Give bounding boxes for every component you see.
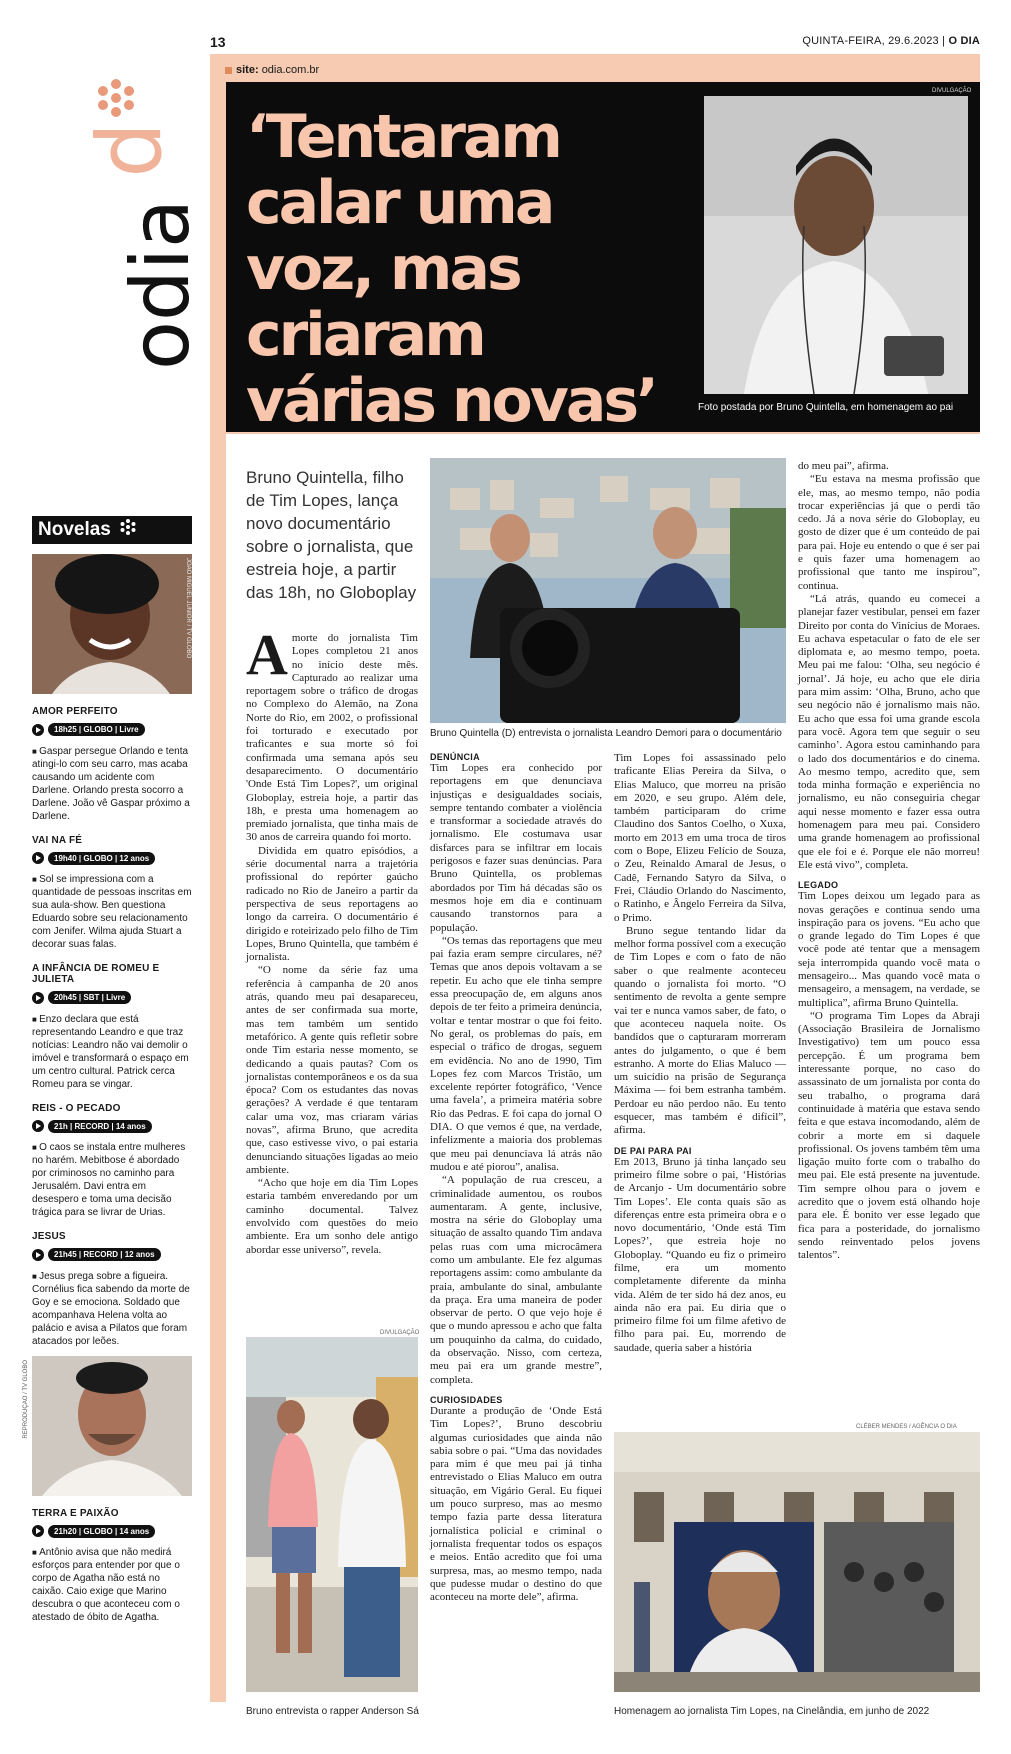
- novela-title: JESUS: [32, 1231, 66, 1242]
- novela-summary: ■ Antônio avisa que não medirá esforços para entender por que o corpo de Agatha não está no caixão. Caio exige que Marino descubra o que aconteceu com o atestado de óbito de Agatha.: [32, 1546, 192, 1624]
- article-paragraph: Em 2013, Bruno já tinha lançado seu primeiro filme sobre o pai, ‘Histórias de Arcanjo - Um documentário sobre Tim Lopes’. Ele conta quais são as diferenças entre esta primeira obra e o novo documentário, ‘Onde está Tim Lopes?’, que estreia hoje no Globoplay. “Quando eu fiz o primeiro filme, era um momento completamente diferente da minha vida. Além de ter sido há dez anos, eu ainda não era pai. Eu diria que o primeiro filme foi um filme afetivo de filho para pai. Eu, morrendo de saudade, queria saber a história: [614, 1155, 786, 1354]
- novela-title: VAI NA FÉ: [32, 834, 83, 846]
- novela-schedule: [32, 1120, 152, 1133]
- novela-schedule: [32, 1248, 161, 1261]
- date-text: QUINTA-FEIRA, 29.6.2023: [802, 35, 939, 47]
- page-number: 13: [210, 34, 226, 50]
- sidebar-title-text: Novelas: [38, 519, 111, 540]
- headline: ‘Tentaram calar uma voz, mas criaram várias novas’: [246, 102, 656, 436]
- novela-summary: ■ Enzo declara que está representando Leandro e que traz notícias: Leandro não vai demolir o imóvel e transformará o espaço em um centro cultural. Patrick cerca Romeu para se vingar.: [32, 1013, 192, 1091]
- hero-photo-credit: DIVULGAÇÃO: [932, 88, 972, 94]
- schedule-badge: 20h45 | SBT | Livre: [48, 991, 131, 1004]
- schedule-badge: 21h45 | RECORD | 12 anos: [48, 1248, 161, 1261]
- novela-schedule: [32, 852, 155, 865]
- novela-item: [32, 1103, 192, 1220]
- novela-summary: ■ Gaspar persegue Orlando e tenta atingi-lo com seu carro, mas acaba causando um acidente com Darlene. Orlando presta socorro a Darlene. João vê Gaspar próximo a Darlene.: [32, 745, 192, 823]
- play-icon: [32, 1120, 44, 1132]
- paper-name: O DIA: [948, 35, 980, 47]
- tribute-photo-credit: CLÉBER MENDES / AGÊNCIA O DIA: [856, 1424, 957, 1430]
- site-url[interactable]: odia.com.br: [261, 64, 320, 76]
- article-paragraph: “Eu estava na mesma profissão que ele, mas, ao mesmo tempo, não podia trocar experiências já que o perdi tão cedo. Já a nova série do Globoplay, eu gosto de dizer que é um conteúdo de pai para pai. Hoje eu entendo o que é ser pai e quis fazer uma homenagem ao profissional que tanto me inspirou”, continua.: [798, 473, 980, 592]
- rapper-caption: Bruno entrevista o rapper Anderson Sá: [246, 1706, 419, 1717]
- sidebar-title: [32, 516, 192, 544]
- hero: [226, 82, 980, 436]
- novela-title: A INFÂNCIA DE ROMEU E JULIETA: [32, 963, 160, 985]
- play-icon: [32, 992, 44, 1004]
- article-paragraph: “A população de rua cresceu, a criminalidade aumentou, os roubos aumentaram. A gente, inclusive, mostra na série do Globoplay uma situação de assalto quando Tim andava pelas ruas com uma microcâmera como um ambulante. Ele fez algumas reportagens assim: como ambulante da praia, ambulante do sinal, ambulante da praça. Era uma maneira de poder observar de perto. O que vejo hoje é que o mundo apressou e acho que falta um pouquinho da calma, do cuidado, da observação. Nisso, com certeza, meu pai era um grande mestre”, completa.: [430, 1174, 602, 1386]
- article-paragraph: Dividida em quatro episódios, a série documental narra a trajetória profissional do repórter gaúcho radicado no Rio de Janeiro a partir da perspectiva de seus reportagens ao longo da carreira. O documentário é dirigido e roteirizado pelo filho de Tim Lopes, Bruno Quintella, que também é jornalista.: [246, 844, 418, 964]
- hero-photo: [704, 96, 968, 394]
- article-paragraph: Amorte do jornalista Tim Lopes completou 21 anos no início deste mês. Capturado ao realizar uma reportagem sobre o tráfico de drogas no Complexo do Alemão, na Zona Norte do Rio, em 2002, o profissional foi torturado e executado por traficantes e sua morte só foi confirmada uma semana após seu desaparecimento. O documentário 'Onde Está Tim Lopes?', um original Globoplay, estreia hoje, a partir das 18h, e presta uma homenagem ao premiado jornalista, que tinha mais de 30 anos de carreira quando foi morto.: [246, 622, 418, 844]
- page-header: [210, 34, 980, 54]
- section-heading: DENÚNCIA: [430, 752, 480, 762]
- schedule-badge: 21h | RECORD | 14 anos: [48, 1120, 152, 1133]
- standfirst: Bruno Quintella, filho de Tim Lopes, lança novo documentário sobre o jornalista, que estreia hoje, a partir das 18h, no Globoplay: [246, 468, 417, 602]
- novela-item: [32, 706, 192, 823]
- brand-suffix: d: [78, 122, 181, 178]
- article-paragraph: “Lá atrás, quando eu comecei a planejar fazer vestibular, pensei em fazer Direito por conta do Vinícius de Moraes. Eu achava espetacular o fato de ele ser diplomata e, ao mesmo tempo, poeta. Meu pai me falou: ‘Olha, seu negócio é jornal’. Já hoje, eu acho que ele diria para mim assim: ‘Olha, Bruno, acho que seu negócio não é jornalismo mais não. Eu acho que essa foi uma grande escola para você. Agora tem que seguir o seu caminho’. Agora estou caminhando para o lado dos documentários e do cinema. Ao mesmo tempo, acredito que, sem toda minha formação e experiência no jornalismo, eu não conseguiria chegar aqui nesse momento e fazer essa outra homenagem para meu pai. Considero uma grande homenagem ao profissional que ele foi e é. Porque ele não morreu! Ele está vivo”, completa.: [798, 592, 980, 871]
- site-label: site:: [236, 64, 259, 76]
- novela-schedule: [32, 723, 145, 736]
- novelas-sidebar: [23, 516, 192, 1624]
- article-paragraph: “Acho que hoje em dia Tim Lopes estaria também enveredando por um caminho documental. Talvez envolvido com questões do meio ambiente. Era um sonho dele antigo abordar esse universo”, revela.: [246, 1177, 418, 1256]
- play-icon: [32, 852, 44, 864]
- article-paragraph: “Os temas das reportagens que meu pai fazia eram sempre circulares, né? Temas que anos depois voltavam a se repetir. Eu acho que ele tinha sempre essa preocupação de, em alguns anos depois de ter feito a primeira denúncia, voltar e tentar mostrar o que foi feito. No geral, os problemas do país, em especial o tráfico de drogas, seguem em evidência. No ano de 1990, Tim Lopes fez com Marcos Tristão, um excelente repórter fotográfico, ‘Vence uma favela’, a primeira matéria sobre Rio das Pedras. E foi capa do jornal O DIA. O que vemos é que, na verdade, infelizmente a maioria dos problemas que meu pai denunciava lá atrás não mudou e até piorou”, analisa.: [430, 934, 602, 1173]
- interview-caption: Bruno Quintella (D) entrevista o jornalista Leandro Demori para o documentário: [430, 728, 782, 739]
- interview-photo: [430, 458, 786, 723]
- article-paragraph: “O nome da série faz uma referência à campanha de 20 anos atrás, quando meu pai desapareceu, antes de ser confirmada sua morte, mas tem também um sentido metafórico. A gente quis refletir sobre onde Tim estaria nesse momento, se dedicando a quais pautas? Com os jornalistas contemporâneos e os da sua época? Com os estudantes das novas gerações? A verdade é que tentaram calar uma voz, mas criaram várias novas”, afirma Bruno, que acredita que, caso estivesse vivo, o pai estaria denunciando situações ligadas ao meio ambiente.: [246, 964, 418, 1176]
- schedule-badge: 19h40 | GLOBO | 12 anos: [48, 852, 155, 865]
- novela-title: AMOR PERFEITO: [32, 706, 118, 717]
- novela-item: [32, 963, 192, 1091]
- bullet-icon: [225, 67, 232, 74]
- novela-schedule: [32, 991, 131, 1004]
- novela-title: REIS - O PECADO: [32, 1102, 121, 1114]
- article-paragraph: Tim Lopes foi assassinado pelo traficante Elias Pereira da Silva, o Elias Maluco, que morreu na prisão em 2020, e seu grupo. Além dele, também participaram do crime Claudino dos Santos Coelho, o Xuxa, morto em 2013 em uma troca de tiros com o Bope, Elizeu Felício de Souza, o Zeu, Reinaldo Amaral de Jesus, o Cadê, Fernando Satyro da Silva, o Frei, Cláudio Orlando do Nascimento, o Ratinho, e Ângelo Ferreira da Silva, o Primo.: [614, 752, 786, 924]
- novela-summary: ■ Jesus prega sobre a figueira. Cornélius fica sabendo da morte de Goy e se emociona. Soldado que acompanhava Helena volta ao palácio e avisa a Pilatos que foram atacados por leões.: [32, 1270, 192, 1348]
- novela-item: [32, 835, 192, 952]
- tribute-caption: Homenagem ao jornalista Tim Lopes, na Cinelândia, em junho de 2022: [614, 1706, 930, 1717]
- drop-cap: A: [246, 622, 288, 687]
- schedule-badge: 18h25 | GLOBO | Livre: [48, 723, 145, 736]
- article-paragraph: Durante a produção de ‘Onde Está Tim Lopes?’, Bruno descobriu algumas curiosidades que ainda não sabia sobre o pai. “Uma das novidades para mim é que meu pai já tinha entrevistado o Elias Maluco em outra situação, em Vigário Geral. Eu fiquei um pouco surpreso, mas ao mesmo tempo fazia parte dessa literatura jornalística policial e criminal o jornalista frequentar todos os espaços e meios. Então acredito que foi uma surpresa, mas, ao mesmo tempo, nada que pudesse mudar o destino do que aconteceu na morte dele”, afirma.: [430, 1404, 602, 1604]
- novela-summary: ■ O caos se instala entre mulheres no harém. Mebitbose é abordado por criminosos no caminho para Jerusalém. Davi entra em desespero e toma uma decisão trágica para se livrar de Urias.: [32, 1141, 192, 1219]
- section-heading: DE PAI PARA PAI: [614, 1145, 692, 1156]
- actor-photo: [23, 1356, 192, 1496]
- rapper-photo-credit: DIVULGAÇÃO: [380, 1330, 420, 1336]
- novela-title: TERRA E PAIXÃO: [32, 1507, 119, 1519]
- page-accent-line: [210, 82, 226, 1702]
- brand-logo: [78, 80, 210, 420]
- separator: |: [942, 35, 949, 47]
- article-paragraph: Bruno segue tentando lidar da melhor forma possível com a execução de Tim Lopes e com o fato de não saber o que realmente aconteceu quando o jornalista foi morto. “O sentimento de revolta a gente sempre vai ter e nunca vamos saber, de fato, o que aconteceu naquela noite. Os bandidos que o capturaram morreram antes do julgamento, o que é bem estranho. A morte do Elias Maluco — um suicídio na prisão de Segurança Máxima — foi bem estranha também. Perdoar eu não perdoo não. Eu tento esquecer, mas também é difícil”, afirma.: [614, 924, 786, 1137]
- tribute-photo: [614, 1432, 980, 1692]
- play-icon: [32, 1249, 44, 1261]
- article-paragraph: do meu pai”, afirma.: [798, 460, 889, 472]
- article-column: [430, 752, 602, 1604]
- hero-caption: Foto postada por Bruno Quintella, em homenagem ao pai: [698, 402, 954, 413]
- brand-text: odia: [114, 199, 207, 370]
- article-column: [246, 622, 418, 1257]
- novela-schedule: [32, 1525, 155, 1538]
- article-paragraph: Tim Lopes deixou um legado para as novas gerações e continua sendo uma inspiração para os jovens. “Eu acho que o grande legado do Tim Lopes é que você pode até tentar que a mensagem seja interrompida quando você mata o mensageiro... Mas quando você mata o mensageiro, a mensagem, na verdade, se multiplica”, afirma Bruno Quintella.: [798, 890, 980, 1009]
- article-column: [614, 752, 786, 1355]
- section-heading: LEGADO: [798, 880, 839, 891]
- novela-item: [32, 1508, 192, 1625]
- actor-photo: [32, 554, 192, 694]
- novela-item: [32, 1231, 192, 1348]
- actor-photo-credit: REPRODUÇÃO / TV GLOBO: [23, 1359, 29, 1439]
- article-paragraph: Tim Lopes era conhecido por reportagens em que denunciava injustiças e desigualdades sociais, sempre tentando combater a violência e transformar a sociedade através do jornalismo. Ele costumava usar disfarces para se infiltrar em locais perigosos e fazer suas denúncias. Para Bruno Quintella, os problemas abordados por Tim há décadas são os mesmos hoje em dia e continuam causando transtornos para a população.: [430, 762, 602, 934]
- article-column: [798, 460, 980, 1263]
- article-paragraph: “O programa Tim Lopes da Abraji (Associação Brasileira de Jornalismo Investigativo) tem um pouco essa percepção. É um programa bem interessante porque, no caso do assassinato de um jornalista por conta do seu trabalho, o programa dará continuidade à matéria que estava sendo feita e que estava incomodando, além de cobrir a morte em si daquele profissional. Os jovens também têm uma ligação muito forte com o trabalho do meu pai. Ele está presente na juventude. Tim sempre olhou para o jovem e acredito que o jovem está olhando hoje para ele. É bonito ver esse legado que fica para a posteridade, do jornalismo sendo reinventado pelos jovens talentos”.: [798, 1009, 980, 1262]
- site-tag[interactable]: [225, 64, 319, 76]
- play-icon: [32, 724, 44, 736]
- dateline: [802, 35, 980, 47]
- play-icon: [32, 1525, 44, 1537]
- actor-photo-credit: JOÃO MIGUEL JÚNIOR / TV GLOBO: [185, 558, 191, 659]
- section-heading: CURIOSIDADES: [430, 1394, 503, 1405]
- asterisk-icon: [119, 518, 137, 542]
- novela-summary: ■ Sol se impressiona com a quantidade de pessoas inscritas em sua aula-show. Ben questiona Eduardo sobre seu relacionamento com Jenifer. Wilma ajuda Stuart a decorar suas falas.: [32, 873, 192, 951]
- rapper-photo: [246, 1337, 418, 1692]
- asterisk-icon: [98, 79, 134, 117]
- schedule-badge: 21h20 | GLOBO | 14 anos: [48, 1525, 155, 1538]
